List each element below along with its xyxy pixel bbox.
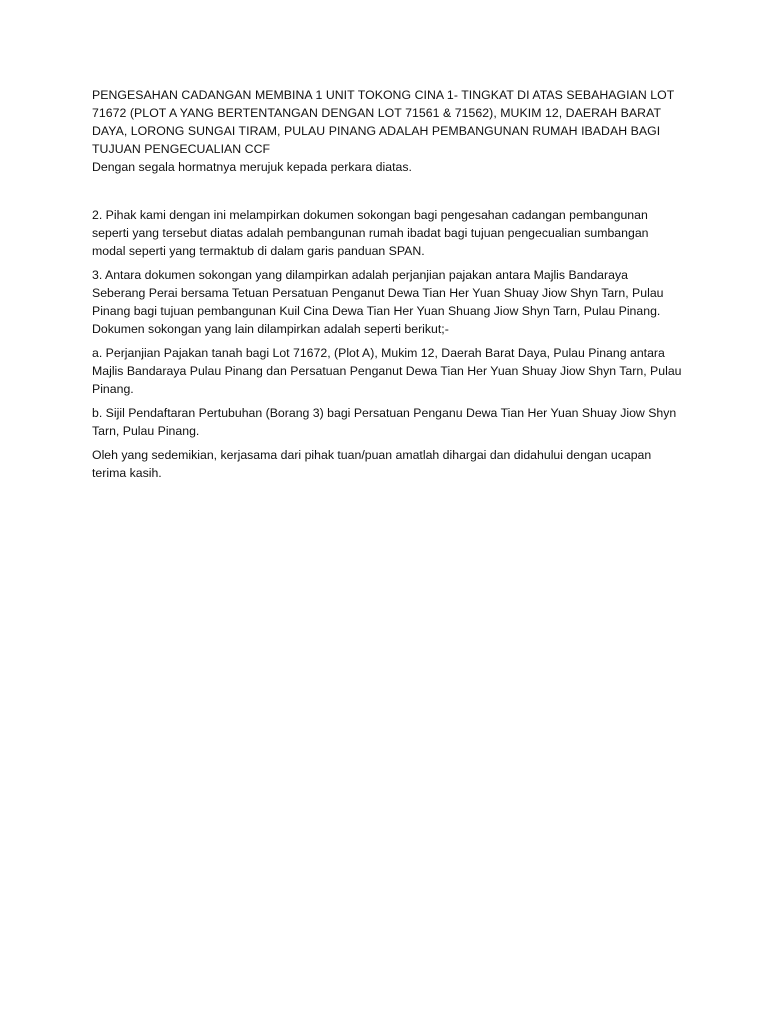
paragraph-3: 3. Antara dokumen sokongan yang dilampirkan adalah perjanjian pajakan antara Majlis Bandaraya Seberang Perai bersama Tetuan Persatuan Penganut Dewa Tian Her Yuan Shuay Jiow Shyn Tarn, Pulau Pinang bagi tujuan pembangunan Kuil Cina Dewa Tian Her Yuan Shuang Jiow Shyn Tarn, Pulau Pinang. Dokumen sokongan yang lain dilampirkan adalah seperti berikut;- (92, 268, 664, 336)
list-item-a: a. Perjanjian Pajakan tanah bagi Lot 71672, (Plot A), Mukim 12, Daerah Barat Daya, Pulau Pinang antara Majlis Bandaraya Pulau Pinang dan Persatuan Penganut Dewa Tian Her Yuan Shuay Jiow Shyn Tarn, Pulau Pinang. (92, 346, 682, 396)
closing-paragraph: Oleh yang sedemikian, kerjasama dari pihak tuan/puan amatlah dihargai dan didahului dengan ucapan terima kasih. (92, 448, 652, 480)
document-subject: PENGESAHAN CADANGAN MEMBINA 1 UNIT TOKONG CINA 1- TINGKAT DI ATAS SEBAHAGIAN LOT 71672 (PLOT A YANG BERTENTANGAN DENGAN LOT 71561 & 71562), MUKIM 12, DAERAH BARAT DAYA, LORONG SUNGAI TIRAM, PULAU PINANG ADALAH PEMBANGUNAN RUMAH IBADAH BAGI TUJUAN PENGECUALIAN CCF (92, 88, 675, 156)
greeting-paragraph: Dengan segala hormatnya merujuk kepada perkara diatas. (92, 160, 412, 174)
paragraph-2: 2. Pihak kami dengan ini melampirkan dokumen sokongan bagi pengesahan cadangan pembangunan seperti yang tersebut diatas adalah pembangunan rumah ibadat bagi tujuan pengecualian sumbangan modal seperti yang termaktub di dalam garis panduan SPAN. (92, 208, 649, 258)
document-page (92, 86, 682, 482)
list-item-b: b. Sijil Pendaftaran Pertubuhan (Borang 3) bagi Persatuan Penganu Dewa Tian Her Yuan Shuay Jiow Shyn Tarn, Pulau Pinang. (92, 406, 677, 438)
